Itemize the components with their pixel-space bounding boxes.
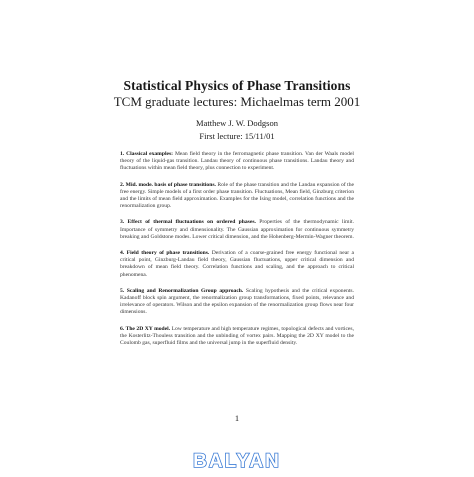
- lecture-date: First lecture: 15/11/01: [199, 131, 275, 141]
- outline-item: [120, 326, 354, 348]
- outline-item-heading: 1. Classical examples:: [120, 151, 174, 157]
- outline-item-body: Scaling hypothesis and the critical exponents. Kadanoff block spin argument, the renormalization group transformations, fixed points, relevance and irrelevance of operators. Wilson and the epsilon expansion of the renormalization group flows near four dimensions.: [120, 287, 355, 316]
- document-title: Statistical Physics of Phase Transitions: [123, 78, 351, 93]
- outline-item-heading: 6. The 2D XY model.: [120, 325, 171, 332]
- document-subtitle: TCM graduate lectures: Michaelmas term 2001: [113, 94, 361, 109]
- lecture-outline: [120, 151, 354, 356]
- watermark-logo: [0, 448, 474, 472]
- outline-item-body: Mean field theory in the ferromagnetic phase transition. Van der Waals model theory of the liquid-gas transition. Landau theory of continuous phase transitions. Landau theory and fluctuations within mean field theory, plus connection to experiment.: [120, 151, 354, 172]
- outline-item: [120, 250, 354, 279]
- outline-item-heading: 3. Effect of thermal fluctuations on ordered phases.: [120, 219, 256, 226]
- document-author: Matthew J. W. Dodgson: [196, 118, 278, 128]
- outline-item: [120, 288, 354, 317]
- page-number: 1: [234, 413, 240, 423]
- svg-text:BALYAN: BALYAN: [193, 451, 281, 472]
- watermark-logo-graphic: [177, 448, 297, 472]
- outline-item: [120, 151, 354, 173]
- outline-item-body: Role of the phase transition and the Landau expansion of the free energy. Simple models of a first order phase transition. Fluctuations, Mean field, Ginzburg criterion and the limits of mean field approximation. Examples for the Ising model, correlation functions and the renormalization group.: [120, 181, 354, 210]
- outline-item-heading: 5. Scaling and Renormalization Group approach.: [120, 287, 244, 294]
- outline-item: [120, 182, 354, 211]
- outline-item-heading: 4. Field theory of phase transitions.: [120, 250, 210, 257]
- outline-item-heading: 2. Mid. mode. basis of phase transitions.: [120, 181, 216, 188]
- outline-item-body: Derivation of a coarse-grained free energy functional near a critical point, Ginzburg-Landau field theory, Gaussian fluctuations, upper critical dimension and breakdown of mean field theory. Correlation functions and scaling, and the approach to critical phenomena.: [120, 250, 354, 278]
- outline-item-body: Properties of the thermodynamic limit. Importance of symmetry and dimensionality. The Gaussian approximation for continuous symmetry breaking and Goldstone modes. Lower critical dimension, and the Hohenberg-Mermin-Wagner theorem.: [120, 219, 354, 240]
- outline-item-body: Low temperature and high temperature regimes, topological defects and vortices, the Kosterlitz-Thouless transition and the unbinding of vortex pairs. Mapping the 2D XY model to the Coulomb gas, superfluid films and the universal jump in the superfluid density.: [120, 325, 354, 347]
- outline-item: [120, 219, 354, 241]
